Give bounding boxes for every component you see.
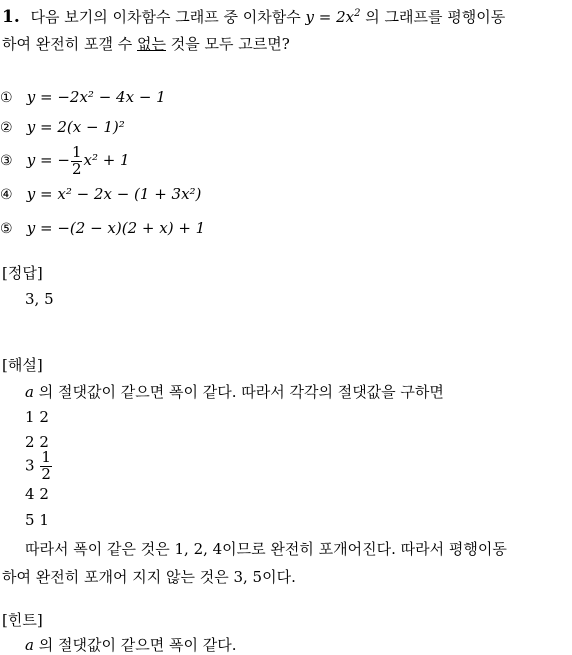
choice-1 xyxy=(0,88,166,106)
question-equation: $y = 2x^2$ xyxy=(305,8,361,26)
explanation-row-4: 4 2 xyxy=(25,485,49,503)
explanation-row-1: 1 2 xyxy=(25,408,49,426)
question-text-part: 다음 보기의 이차함수 그래프 중 이차함수 xyxy=(30,8,301,26)
choice-equation: y = −(2 − x)(2 + x) + 1 xyxy=(26,219,206,237)
question-line-2 xyxy=(2,33,290,54)
choice-equation: y = − $\frac{1}{2}$ x² + 1 xyxy=(26,143,130,178)
choice-mark: ⑤ xyxy=(0,221,13,237)
question-text-part: 하여 완전히 포갤 수 xyxy=(2,35,133,53)
question-number: 1. xyxy=(2,7,20,27)
hint-label: [힌트] xyxy=(2,611,43,629)
choice-equation: y = x² − 2x − (1 + 3x²) xyxy=(26,185,202,203)
explanation-conclusion-2: 하여 완전히 포개어 지지 않는 것은 3, 5이다. xyxy=(2,568,296,586)
hint-text: a 의 절댓값이 같으면 폭이 같다. xyxy=(25,636,237,654)
explanation-row-5: 5 1 xyxy=(25,511,49,529)
question-text-part: 의 그래프를 평행이동 xyxy=(365,8,506,26)
question-line-1 xyxy=(2,6,505,27)
choice-5 xyxy=(0,219,205,237)
question-text-part: 것을 모두 고르면? xyxy=(170,35,290,53)
choice-2 xyxy=(0,118,125,136)
choice-mark: ② xyxy=(0,120,13,136)
choice-mark: ① xyxy=(0,90,13,106)
explanation-label: [해설] xyxy=(2,356,43,374)
explanation-row-2: 2 2 xyxy=(25,433,49,451)
choice-mark: ③ xyxy=(0,153,13,170)
choice-mark: ④ xyxy=(0,187,13,203)
underlined-word: 없는 xyxy=(137,35,166,53)
explanation-row-3: 3 $\frac{1}{2}$ xyxy=(25,448,51,483)
choice-3 xyxy=(0,145,130,178)
fraction: $\frac{1}{2}$ xyxy=(71,143,82,178)
explanation-intro: a 의 절댓값이 같으면 폭이 같다. 따라서 각각의 절댓값을 구하면 xyxy=(25,383,444,401)
variable-a: a xyxy=(25,636,34,654)
answer-label: [정답] xyxy=(2,264,43,282)
fraction: $\frac{1}{2}$ xyxy=(41,448,51,483)
choice-4 xyxy=(0,185,201,203)
variable-a: a xyxy=(25,383,34,401)
choice-equation: y = 2(x − 1)² xyxy=(26,118,125,136)
explanation-conclusion-1: 따라서 폭이 같은 것은 1, 2, 4이므로 완전히 포개어진다. 따라서 평행이동 xyxy=(25,540,507,558)
answer-value: 3, 5 xyxy=(25,290,54,308)
choice-equation: y = −2x² − 4x − 1 xyxy=(26,88,166,106)
